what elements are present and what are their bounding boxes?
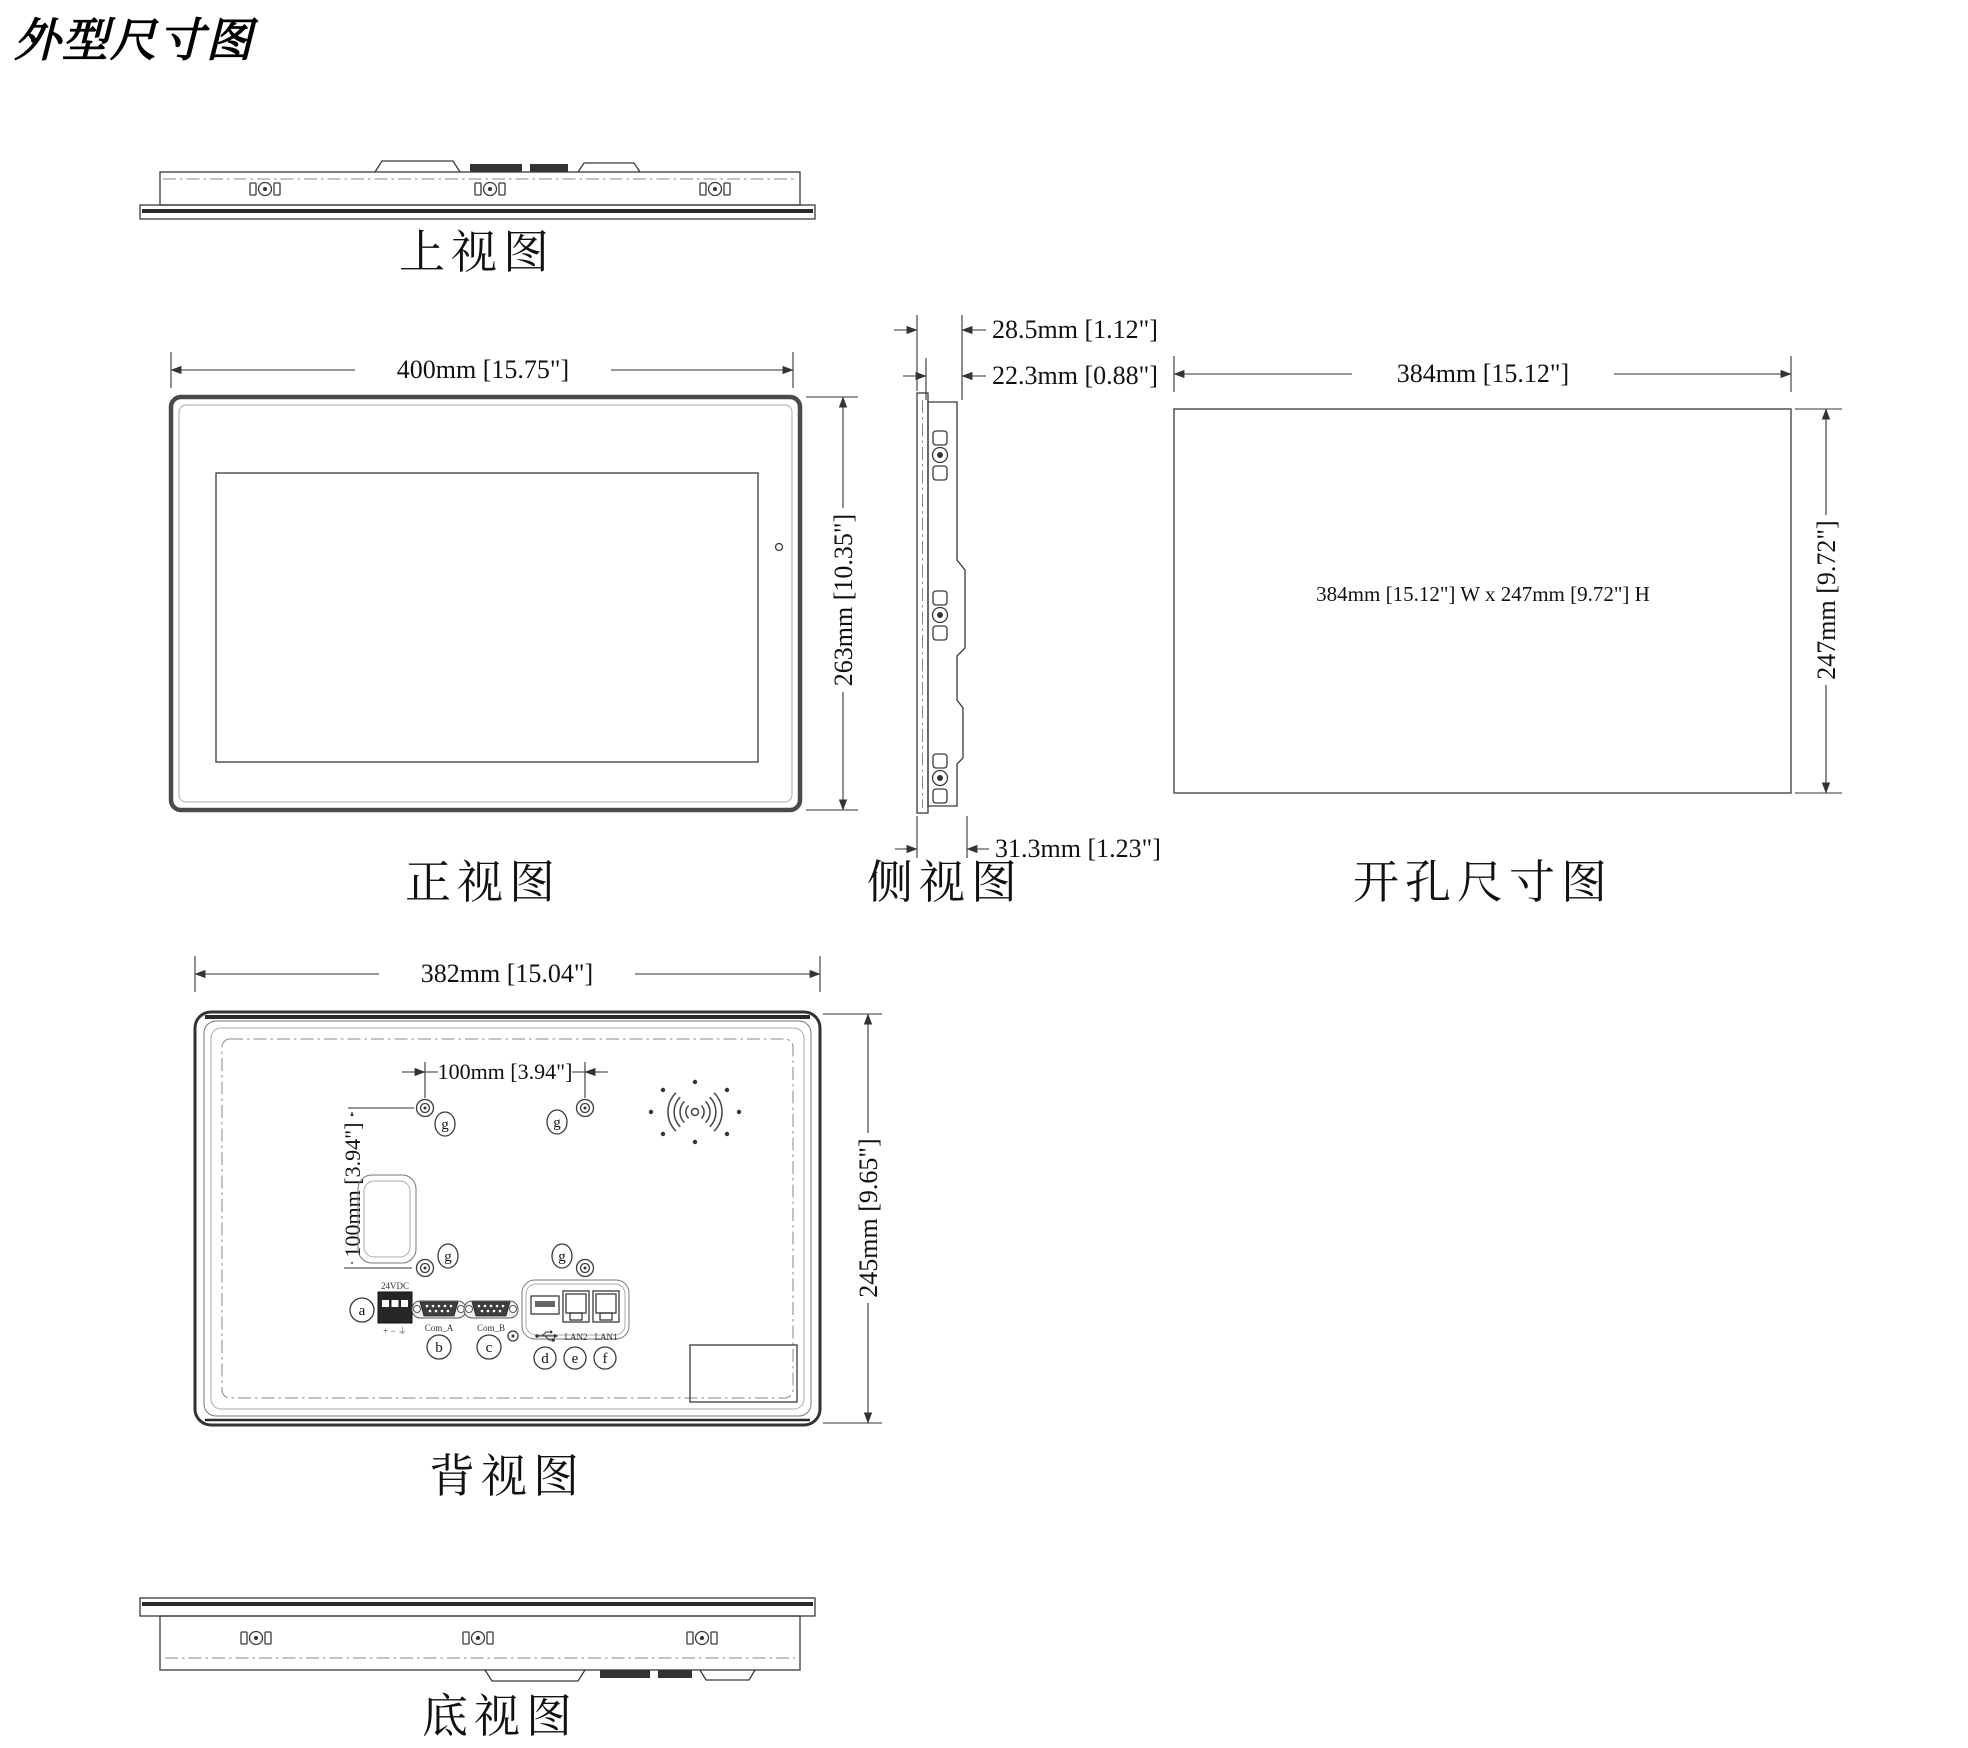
bottom-view-label: 底视图: [422, 1691, 578, 1742]
back-view-label: 背视图: [429, 1451, 585, 1502]
svg-text:g: g: [444, 1249, 452, 1265]
back-view: [195, 956, 885, 1502]
front-height-dimension: [806, 397, 860, 810]
front-width-dim-text: 400mm [15.75"]: [396, 355, 570, 384]
cutout-view-label: 开孔尺寸图: [1353, 857, 1613, 908]
side-depth-body-dim-text: 22.3mm [0.88"]: [992, 361, 1158, 390]
side-connector-cluster: [933, 591, 948, 640]
cutout-width-dim-text: 384mm [15.12"]: [1396, 359, 1570, 388]
front-view-bezel: [171, 397, 800, 810]
side-connector-cluster: [933, 754, 948, 803]
com-a-label: Com_A: [424, 1323, 454, 1333]
svg-text:e: e: [571, 1351, 579, 1367]
power-label: 24VDC: [380, 1281, 410, 1291]
com-b-label: Com_B: [476, 1323, 506, 1333]
side-view-label: 侧视图: [867, 857, 1023, 908]
top-view-label: 上视图: [399, 227, 555, 278]
front-view: [171, 352, 860, 908]
side-depth-bottom-dimension: [895, 816, 1161, 863]
bottom-view-screw: [463, 1632, 493, 1645]
lan1-label: LAN1: [594, 1332, 618, 1342]
vesa-width-dim-text: 100mm [3.94"]: [437, 1059, 573, 1084]
back-width-dimension: [195, 956, 820, 992]
callout-a: a: [358, 1303, 366, 1319]
bottom-view-screw: [241, 1632, 271, 1645]
side-connector-cluster: [933, 431, 948, 480]
side-depth-body-dimension: [903, 358, 1158, 400]
svg-text:f: f: [602, 1351, 608, 1367]
top-view-screw: [700, 183, 730, 196]
svg-text:g: g: [553, 1115, 561, 1131]
cutout-view: [1174, 356, 1843, 908]
top-view-drawing: [140, 161, 815, 219]
svg-text:g: g: [441, 1117, 449, 1133]
side-depth-total-dim-text: 28.5mm [1.12"]: [992, 315, 1158, 344]
back-width-dim-text: 382mm [15.04"]: [420, 959, 594, 988]
side-depth-bottom-dim-text: 31.3mm [1.23"]: [995, 834, 1161, 863]
front-view-label: 正视图: [405, 857, 561, 908]
bottom-view: [140, 1598, 815, 1742]
side-view: [867, 315, 1161, 908]
side-view-drawing: [917, 393, 965, 813]
front-height-dim-text: 263mm [10.35"]: [829, 513, 858, 687]
bottom-view-drawing: [140, 1598, 815, 1681]
front-width-dimension: [171, 352, 793, 388]
cutout-height-dimension: [1795, 409, 1843, 793]
callout-b: b: [435, 1340, 443, 1356]
svg-text:g: g: [558, 1249, 566, 1265]
page-title: 外型尺寸图: [14, 15, 254, 66]
bottom-view-screw: [687, 1632, 717, 1645]
callout-c: c: [485, 1340, 493, 1356]
back-height-dim-text: 245mm [9.65"]: [854, 1138, 883, 1298]
lan2-label: LAN2: [564, 1332, 588, 1342]
top-view-screw: [250, 183, 280, 196]
cutout-note: 384mm [15.12"] W x 247mm [9.72"] H: [1316, 582, 1650, 606]
top-view: [140, 161, 815, 278]
cutout-height-dim-text: 247mm [9.72"]: [1812, 520, 1841, 680]
svg-text:d: d: [541, 1351, 549, 1367]
cutout-width-dimension: [1174, 356, 1791, 392]
back-height-dimension: [823, 1014, 885, 1423]
power-pins-label: + − ⏚: [383, 1326, 407, 1336]
top-view-screw: [475, 183, 505, 196]
vesa-height-dim-text: 100mm [3.94"]: [340, 1122, 365, 1258]
